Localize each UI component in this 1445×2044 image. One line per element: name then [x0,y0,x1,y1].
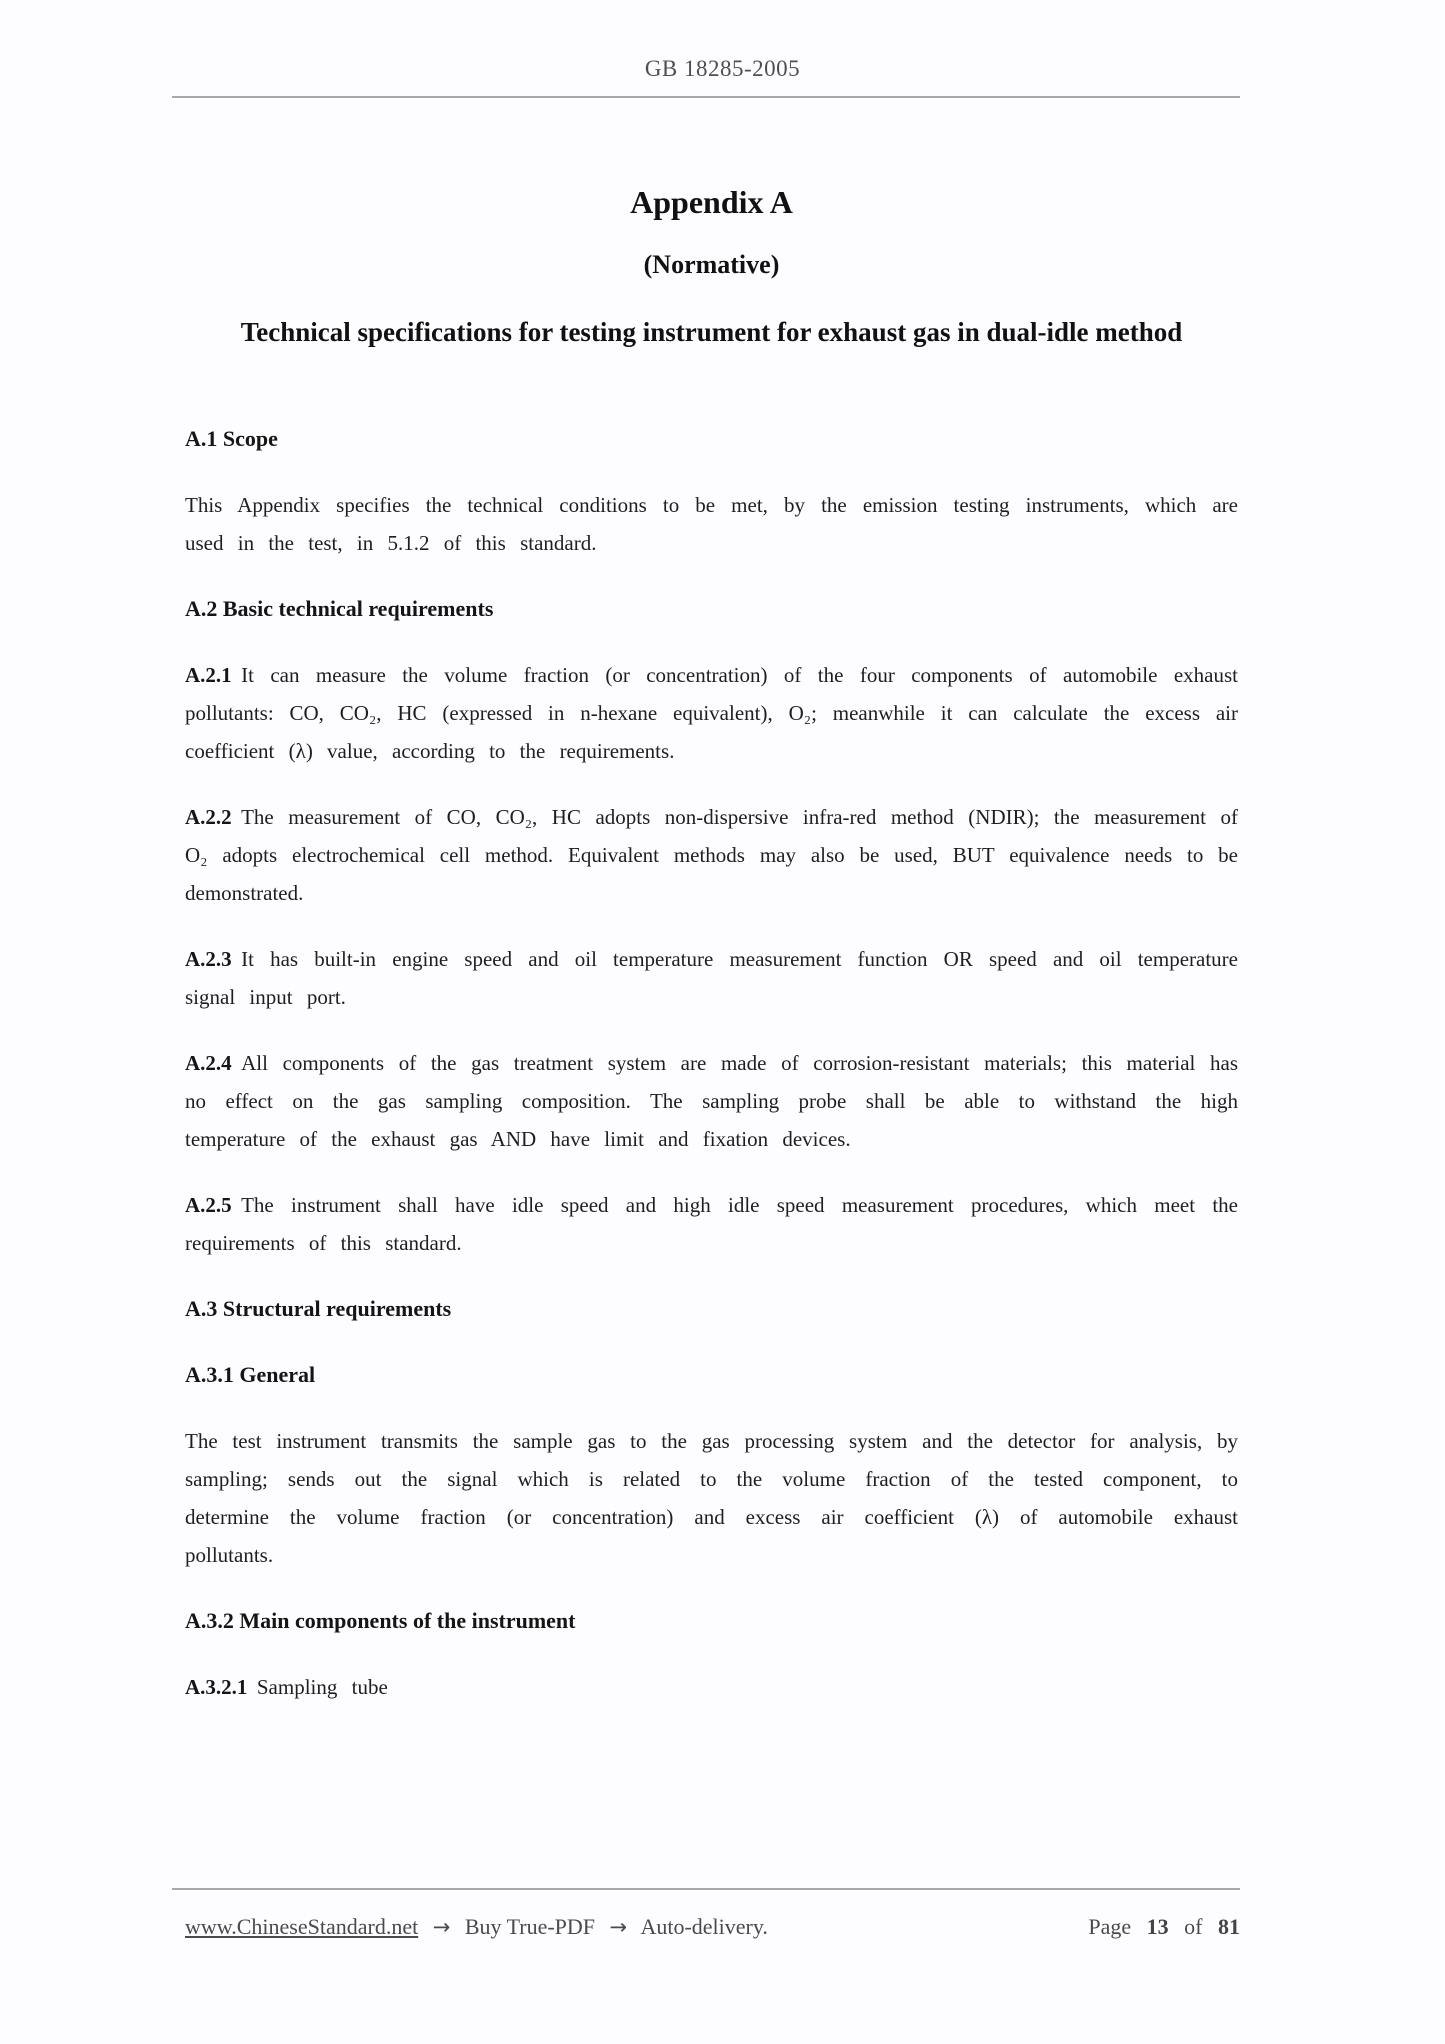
clause-text: Sampling tube [256,1675,388,1699]
arrow-right-icon: → [432,1915,451,1939]
clause-text: The measurement of CO, CO₂, HC adopts non-dispersive infra-red method (NDIR); the measurement of O₂ adopts electrochemical cell method. Equivalent methods may also be used, BUT equivalence needs to be demonstrated. [185,805,1238,905]
page-of-label: of [1184,1914,1203,1939]
appendix-title: Appendix A [630,184,793,220]
section-heading-a2: A.2 Basic technical requirements [185,596,494,621]
clause-text: It can measure the volume fraction (or concentration) of the four components of automobile exhaust pollutants: CO, CO₂, HC (expressed in n-hexane equivalent), O₂; meanwhile it can calculate the excess air coefficient (λ) value, according to the requirements. [185,663,1238,763]
paragraph-a1-scope [185,486,1238,562]
page-number-total: 81 [1218,1914,1240,1939]
clause-text: The instrument shall have idle speed and high idle speed measurement procedures, which meet the requirements of this standard. [185,1193,1238,1255]
clause-a2-4 [185,1044,1238,1158]
clause-label-a2-3: A.2.3 [185,947,232,971]
section-heading-a3-2: A.3.2 Main components of the instrument [185,1608,576,1633]
clause-label-a3-2-1: A.3.2.1 [185,1675,248,1699]
paragraph-a3-1-general [185,1422,1238,1574]
clause-text: It has built-in engine speed and oil temperature measurement function OR speed and oil temperature signal input port. [185,947,1238,1009]
footer-source-line [185,1908,777,1946]
clause-a2-5 [185,1186,1238,1262]
page-label: Page [1088,1914,1132,1939]
footer-site-link[interactable]: www.ChineseStandard.net [185,1914,419,1939]
clause-a2-3 [185,940,1238,1016]
page-footer [185,1908,1240,1946]
section-heading-a3: A.3 Structural requirements [185,1296,452,1321]
section-heading-a1: A.1 Scope [185,426,278,451]
clause-text: All components of the gas treatment system are made of corrosion-resistant materials; this material has no effect on the gas sampling composition. The sampling probe shall be able to withstand the high temperature of the exhaust gas AND have limit and fixation devices. [185,1051,1238,1151]
clause-label-a2-5: A.2.5 [185,1193,232,1217]
document-content [185,150,1238,1734]
arrow-right-icon: → [609,1915,628,1939]
document-number: GB 18285-2005 [644,56,801,81]
clause-a3-2-1 [185,1668,1238,1706]
footer-buy-text: Buy True-PDF [464,1914,596,1939]
clause-text: This Appendix specifies the technical conditions to be met, by the emission testing instruments, which are used in the test, in 5.1.2 of this standard. [185,493,1238,555]
page-indicator [1078,1908,1240,1946]
section-heading-a3-1: A.3.1 General [185,1362,316,1387]
clause-a2-2 [185,798,1238,912]
footer-delivery-text: Auto-delivery. [640,1914,768,1939]
clause-a2-1 [185,656,1238,770]
clause-text: The test instrument transmits the sample gas to the gas processing system and the detector for analysis, by sampling; sends out the signal which is related to the volume fraction of the tested component, to determine the volume fraction (or concentration) and excess air coefficient (λ) of automobile exhaust pollutants. [185,1429,1238,1567]
title-block [185,182,1238,362]
normative-subtitle: (Normative) [643,250,780,279]
document-title: Technical specifications for testing instrument for exhaust gas in dual-idle method [240,317,1183,347]
page-number-current: 13 [1146,1914,1169,1939]
clause-label-a2-2: A.2.2 [185,805,232,829]
clause-label-a2-1: A.2.1 [185,663,232,687]
clause-label-a2-4: A.2.4 [185,1051,232,1075]
header-divider [172,96,1240,98]
footer-divider [172,1888,1240,1890]
